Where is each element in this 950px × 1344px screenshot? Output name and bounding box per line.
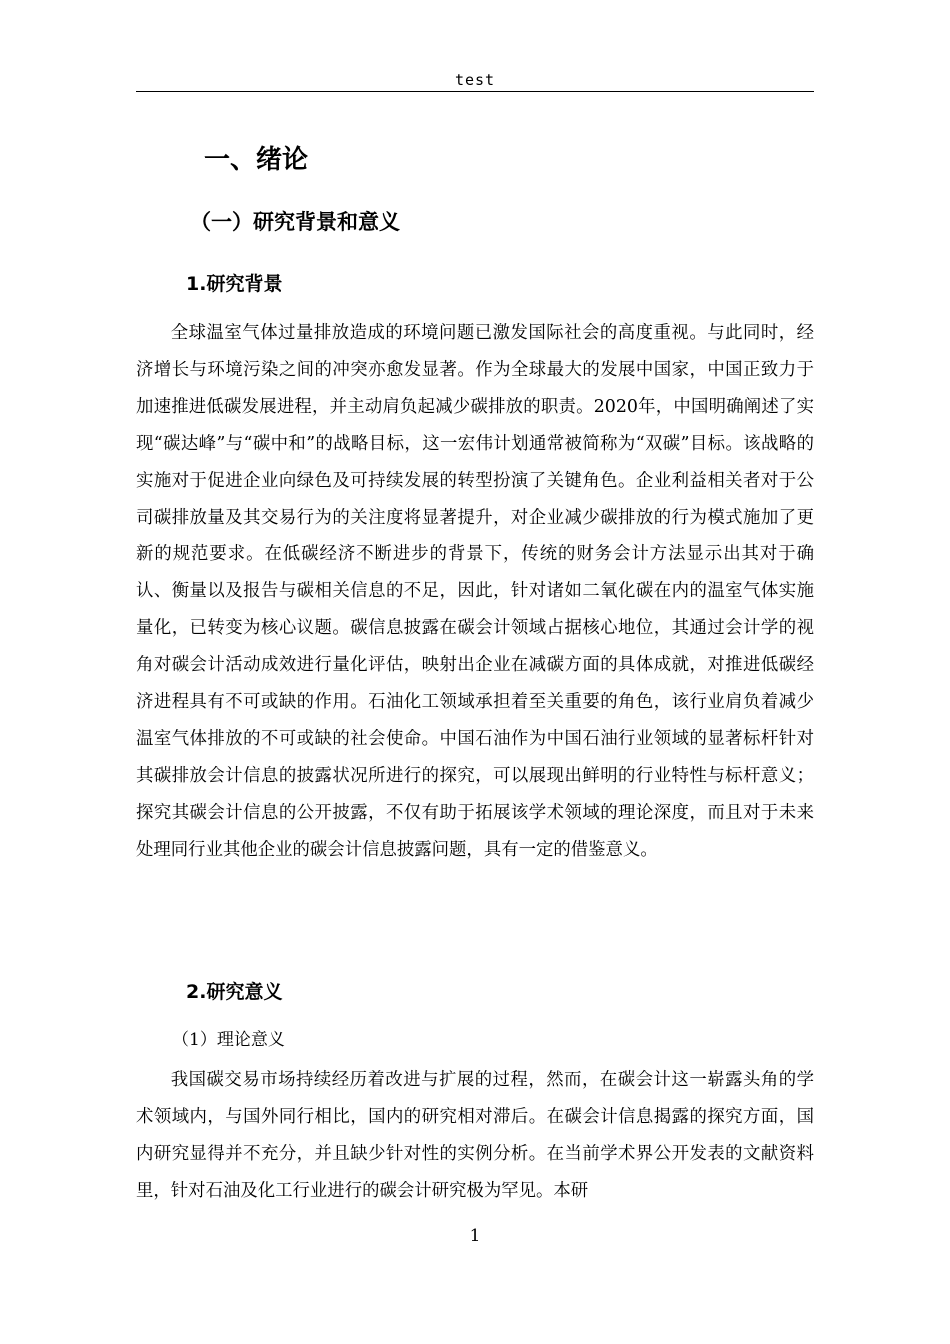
page-number: 1 [469, 1226, 481, 1246]
chapter-title: 一、绪论 [204, 145, 309, 175]
background-heading: 1.研究背景 [186, 273, 283, 295]
theory-subheading: （1）理论意义 [172, 1030, 285, 1050]
significance-heading: 2.研究意义 [186, 981, 283, 1003]
background-paragraph: 全球温室气体过量排放造成的环境问题已激发国际社会的高度重视。与此同时，经济增长与环境污染之间的冲突亦愈发显著。作为全球最大的发展中国家，中国正致力于加速推进低碳发展进程，并主动肩负起减少碳排放的职责。2020年，中国明确阐述了实现“碳达峰”与“碳中和”的战略目标，这一宏伟计划通常被简称为“双碳”目标。该战略的实施对于促进企业向绿色及可持续发展的转型扮演了关键角色。企业利益相关者对于公司碳排放量及其交易行为的关注度将显著提升，对企业减少碳排放的行为模式施加了更新的规范要求。在低碳经济不断进步的背景下，传统的财务会计方法显示出其对于确认、衡量以及报告与碳相关信息的不足，因此，针对诸如二氧化碳在内的温室气体实施量化，已转变为核心议题。碳信息披露在碳会计领域占据核心地位，其通过会计学的视角对碳会计活动成效进行量化评估，映射出企业在减碳方面的具体成就，对推进低碳经济进程具有不可或缺的作用。石油化工领域承担着至关重要的角色，该行业肩负着减少温室气体排放的不可或缺的社会使命。中国石油作为中国石油行业领域的显著标杆针对其碳排放会计信息的披露状况所进行的探究，可以展现出鲜明的行业特性与标杆意义；探究其碳会计信息的公开披露，不仅有助于拓展该学术领域的理论深度，而且对于未来处理同行业其他企业的碳会计信息披露问题，具有一定的借鉴意义。 [136, 323, 814, 860]
page-header: test [454, 71, 496, 89]
section-title: （一）研究背景和意义 [190, 210, 400, 234]
theory-paragraph: 我国碳交易市场持续经历着改进与扩展的过程，然而，在碳会计这一崭露头角的学术领域内，与国外同行相比，国内的研究相对滞后。在碳会计信息揭露的探究方面，国内研究显得并不充分，并且缺少针对性的实例分析。在当前学术界公开发表的文献资料里，针对石油及化工行业进行的碳会计研究极为罕见。本研 [136, 1070, 814, 1201]
header-rule [136, 91, 814, 92]
